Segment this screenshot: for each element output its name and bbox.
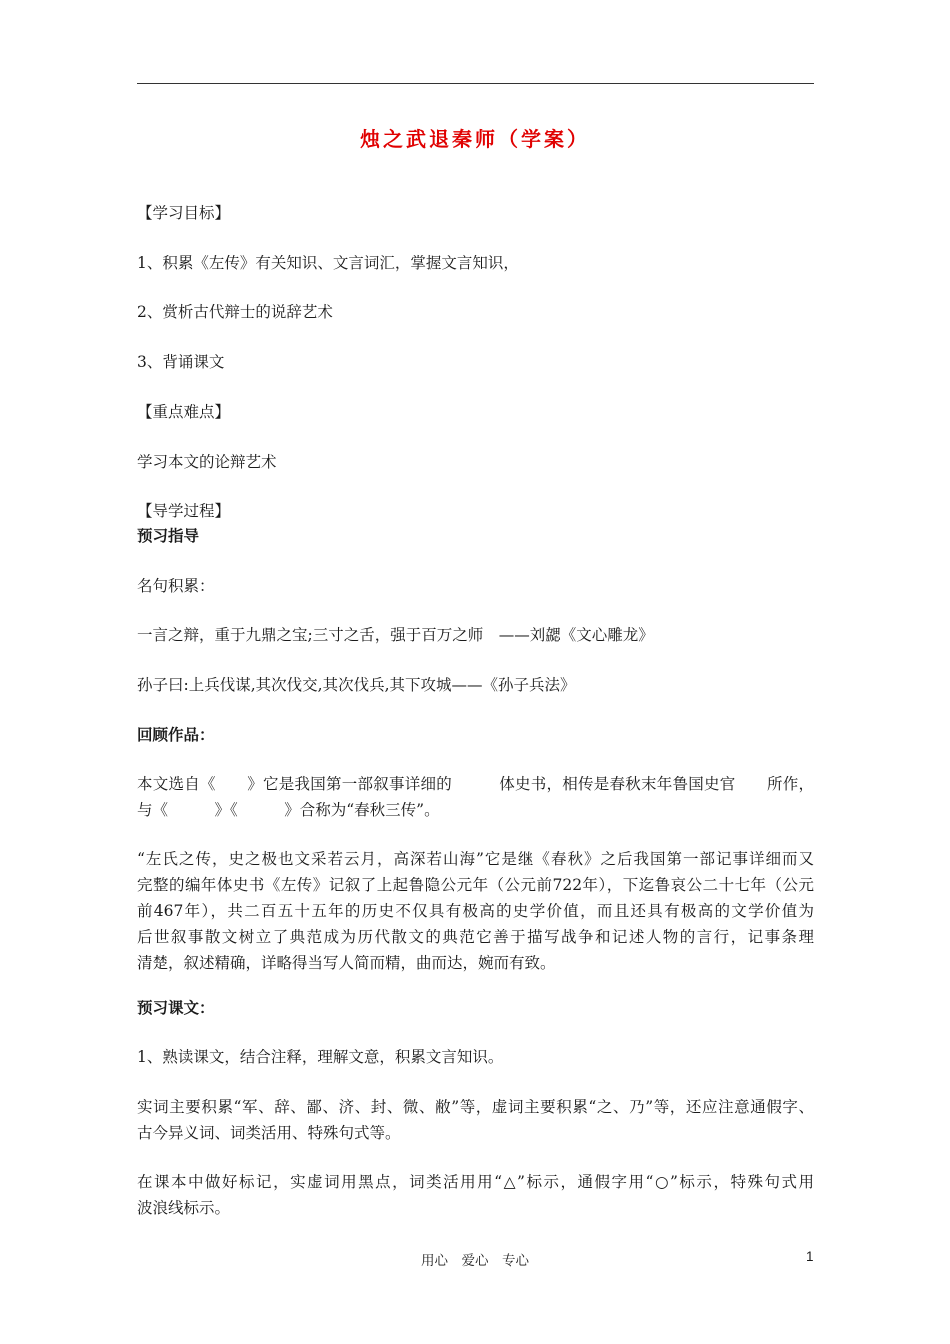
preview-text-heading: 预习课文：	[137, 999, 215, 1017]
goal-item: 2、赏析古代辩士的说辞艺术	[137, 303, 333, 321]
goal-item: 1、积累《左传》有关知识、文言词汇，掌握文言知识，	[137, 254, 519, 272]
paragraph-line: 清楚，叙述精确，详略得当写人简而精，曲而达，婉而有致。	[137, 954, 556, 972]
goal-item: 3、背诵课文	[137, 353, 225, 371]
page-number: 1	[806, 1249, 814, 1264]
paragraph-line: “左氏之传，史之极也文采若云月，高深若山海”它是继《春秋》之后我国第一部记事详细而又	[137, 850, 814, 868]
paragraph-line: 后世叙事散文树立了典范成为历代散文的典范它善于描写战争和记述人物的言行，记事条理	[137, 928, 814, 946]
paragraph-line: 完整的编年体史书《左传》记叙了上起鲁隐公元年（公元前722年），下迄鲁哀公二十七年（公元	[137, 876, 814, 894]
words-paragraph	[137, 1094, 814, 1146]
preview-guide-heading: 预习指导	[137, 527, 200, 545]
review-heading: 回顾作品：	[137, 726, 215, 744]
paragraph-line: 前467年），共二百五十五年的历史不仅具有极高的史学价值，而且还具有极高的文学价值为	[137, 902, 814, 920]
paragraph-line: 实词主要积累“军、辞、鄙、济、封、微、敝”等，虚词主要积累“之、乃”等，还应注意通假字、	[137, 1098, 814, 1116]
marks-paragraph	[137, 1169, 814, 1221]
page-title: 烛之武退秦师（学案）	[360, 127, 590, 151]
key-text: 学习本文的论辩艺术	[137, 453, 277, 471]
quote-line: 孙子曰:上兵伐谋,其次伐交,其次伐兵,其下攻城——《孙子兵法》	[137, 676, 576, 694]
paragraph-line: 与《 》《 》合称为“春秋三传”。	[137, 801, 440, 819]
paragraph-line: 在课本中做好标记，实虚词用黑点，词类活用用“△”标示，通假字用“○”标示，特殊句式用	[137, 1173, 814, 1191]
review-paragraph	[137, 771, 814, 823]
paragraph-line: 古今异义词、词类活用、特殊句式等。	[137, 1124, 401, 1142]
paragraph-line: 本文选自《 》它是我国第一部叙事详细的 体史书，相传是春秋末年鲁国史官 所作，	[137, 775, 814, 793]
goals-heading: 【学习目标】	[137, 204, 231, 222]
quote-line: 一言之辩，重于九鼎之宝;三寸之舌，强于百万之师 ——刘勰《文心雕龙》	[137, 626, 654, 644]
key-heading: 【重点难点】	[137, 403, 231, 421]
paragraph-line: 波浪线标示。	[137, 1199, 231, 1217]
page-footer: 用心 爱心 专心	[421, 1253, 529, 1269]
zuozhuan-paragraph	[137, 846, 814, 976]
header-rule	[137, 83, 814, 84]
step-item: 1、熟读课文，结合注释，理解文意，积累文言知识。	[137, 1048, 504, 1066]
quotes-label: 名句积累：	[137, 577, 215, 595]
process-heading: 【导学过程】	[137, 502, 231, 520]
